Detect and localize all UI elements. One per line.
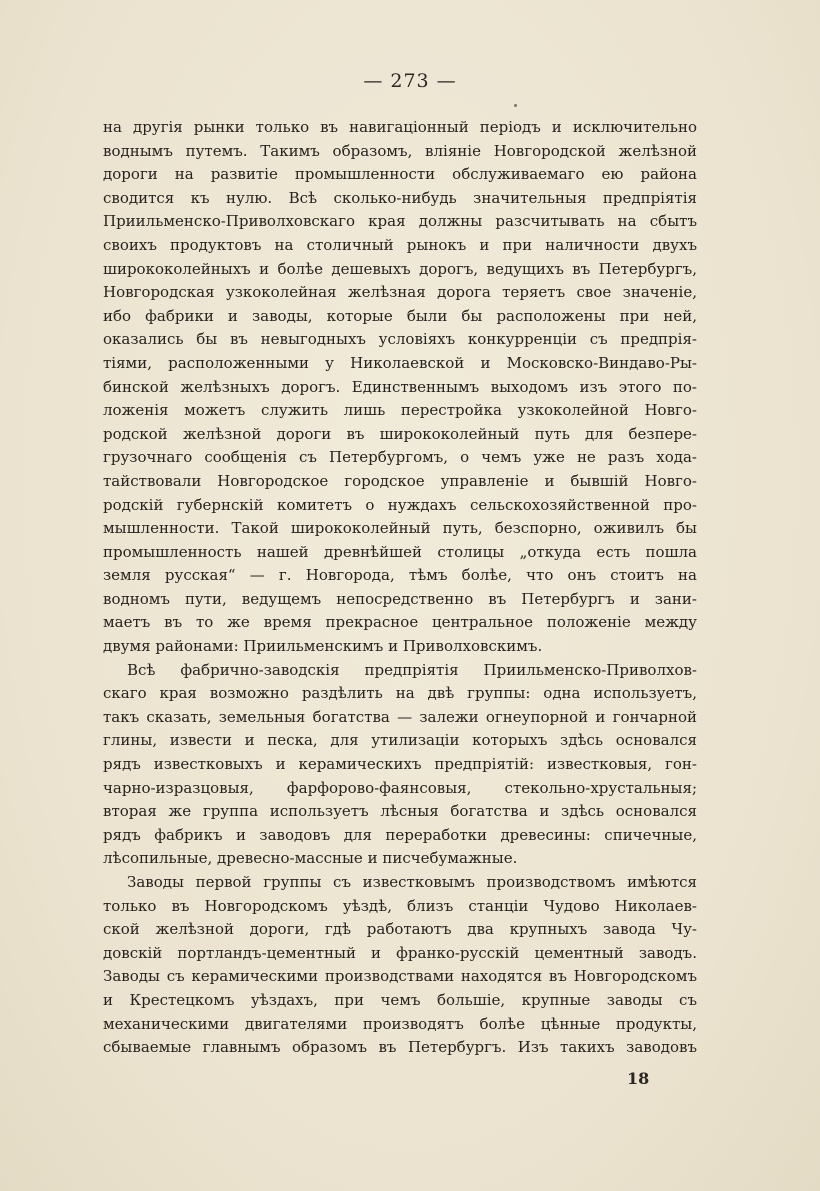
text-line: рядъ известковыхъ и керамическихъ предпріятій: известковыя, гон-	[103, 755, 697, 774]
text-line: механическими двигателями производятъ болѣе цѣнные продукты,	[103, 1014, 697, 1033]
text-line: своихъ продуктовъ на столичный рынокъ и при наличности двухъ	[103, 235, 697, 254]
text-line: грузочнаго сообщенія съ Петербургомъ, о чемъ уже не разъ хода-	[103, 448, 697, 467]
text-line: ской желѣзной дороги, гдѣ работаютъ два крупныхъ завода Чу-	[103, 920, 697, 939]
print-speck	[514, 104, 517, 107]
paragraph-3	[103, 871, 697, 1060]
text-line: Всѣ фабрично-заводскія предпріятія Приильменско-Приволхов-	[127, 660, 697, 679]
page-header: — 273 —	[363, 70, 457, 92]
text-line: только въ Новгородскомъ уѣздѣ, близъ станціи Чудово Николаев-	[103, 896, 697, 915]
text-line: двумя районами: Приильменскимъ и Приволховскимъ.	[103, 637, 543, 656]
text-line: тіями, расположенными у Николаевской и Московско-Виндаво-Ры-	[103, 353, 697, 372]
text-line: земля русская“ — г. Новгорода, тѣмъ болѣе, что онъ стоитъ на	[103, 566, 697, 585]
text-line: водномъ пути, ведущемъ непосредственно въ Петербургъ и зани-	[103, 589, 697, 608]
text-line: родскій губернскій комитетъ о нуждахъ сельскохозяйственной про-	[103, 495, 697, 514]
page-number: 18	[627, 1069, 650, 1088]
paragraph-2	[103, 659, 697, 871]
text-line: такъ сказать, земельныя богатства — залежи огнеупорной и гончарной	[103, 707, 697, 726]
text-line: Приильменско-Приволховскаго края должны разсчитывать на сбытъ	[103, 212, 697, 231]
text-line: сводится къ нулю. Всѣ сколько-нибудь значительныя предпріятія	[103, 188, 697, 207]
text-line: бинской желѣзныхъ дорогъ. Единственнымъ выходомъ изъ этого по-	[103, 377, 697, 396]
text-line: тайствовали Новгородское городское управленіе и бывшій Новго-	[103, 471, 697, 490]
text-line: ибо фабрики и заводы, которые были бы расположены при ней,	[103, 306, 697, 325]
text-line: довскій портландъ-цементный и франко-русскій цементный заводъ.	[103, 943, 697, 962]
text-line: скаго края возможно раздѣлить на двѣ группы: одна используетъ,	[103, 684, 697, 703]
text-line: лѣсопильные, древесно-массные и писчебумажные.	[103, 849, 518, 868]
paragraph-1	[103, 116, 697, 659]
text-line: дороги на развитіе промышленности обслуживаемаго ею района	[103, 165, 697, 184]
text-line: и Крестецкомъ уѣздахъ, при чемъ большіе, крупные заводы съ	[103, 990, 697, 1009]
text-line: чарно-изразцовыя, фарфорово-фаянсовыя, стекольно-хрустальныя;	[103, 778, 697, 797]
text-line: родской желѣзной дороги въ ширококолейный путь для безпере-	[103, 424, 697, 443]
text-line: ширококолейныхъ и болѣе дешевыхъ дорогъ, ведущихъ въ Петербургъ,	[103, 259, 697, 278]
text-line: воднымъ путемъ. Такимъ образомъ, вліяніе Новгородской желѣзной	[103, 141, 697, 160]
text-line: сбываемые главнымъ образомъ въ Петербургъ. Изъ такихъ заводовъ	[103, 1038, 697, 1057]
text-line: Заводы съ керамическими производствами находятся въ Новгородскомъ	[103, 967, 697, 986]
text-line: вторая же группа используетъ лѣсныя богатства и здѣсь основался	[103, 802, 697, 821]
text-line: глины, извести и песка, для утилизаціи которыхъ здѣсь основался	[103, 731, 697, 750]
text-line: ложенія можетъ служить лишь перестройка узкоколейной Новго-	[103, 401, 697, 420]
text-line: промышленность нашей древнѣйшей столицы „откуда есть пошла	[103, 542, 697, 561]
text-line: рядъ фабрикъ и заводовъ для переработки древесины: спичечные,	[103, 825, 697, 844]
text-line: на другія рынки только въ навигаціонный періодъ и исключительно	[103, 118, 697, 136]
body-text	[103, 116, 697, 1060]
text-line: мышленности. Такой ширококолейный путь, безспорно, оживилъ бы	[103, 519, 697, 538]
text-line: маетъ въ то же время прекрасное центральное положеніе между	[103, 613, 697, 632]
text-line: оказались бы въ невыгодныхъ условіяхъ конкурренціи съ предпрія-	[103, 330, 697, 349]
text-line: Новгородская узкоколейная желѣзная дорога теряетъ свое значеніе,	[103, 283, 697, 302]
text-line: Заводы первой группы съ известковымъ производствомъ имѣются	[127, 873, 697, 891]
